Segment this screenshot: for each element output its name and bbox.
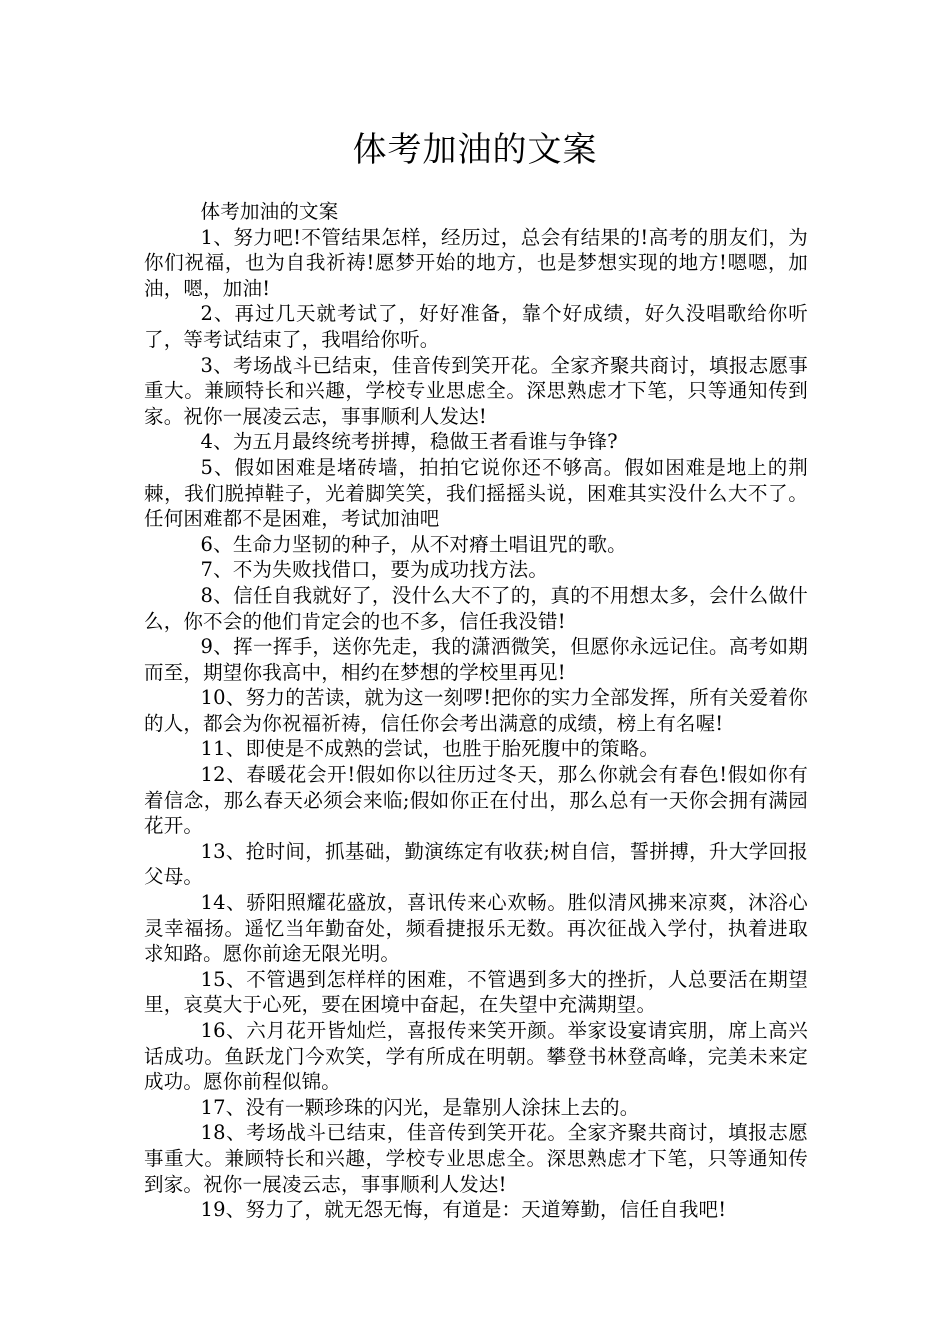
paragraph-4: 4、为五月最终统考拼搏，稳做王者看谁与争锋? [200, 430, 618, 454]
paragraph-18: 18、考场战斗已结束，佳音传到笑开花。全家齐聚共商讨，填报志愿事重大。兼顾特长和兴趣，学校专业思虑全。深思熟虑才下笔，只等通知传到家。祝你一展凌云志，事事顺利人发达! [144, 1121, 808, 1196]
paragraph-11: 11、即使是不成熟的尝试，也胜于胎死腹中的策略。 [200, 737, 660, 761]
paragraph-10: 10、努力的苦读，就为这一刻啰!把你的实力全部发挥，所有关爱着你的人，都会为你祝福祈祷，信任你会考出满意的成绩，榜上有名喔! [144, 686, 808, 735]
paragraph-12: 12、春暖花会开!假如你以往历过冬天，那么你就会有春色!假如你有着信念，那么春天必须会来临;假如你正在付出，那么总有一天你会拥有满园花开。 [144, 763, 808, 838]
paragraph-16: 16、六月花开皆灿烂，喜报传来笑开颜。举家设宴请宾朋，席上高兴话成功。鱼跃龙门今欢笑，学有所成在明朝。攀登书林登高峰，完美未来定成功。愿你前程似锦。 [144, 1019, 808, 1094]
paragraph-9: 9、挥一挥手，送你先走，我的潇洒微笑，但愿你永远记住。高考如期而至，期望你我高中，相约在梦想的学校里再见! [144, 635, 808, 684]
paragraph-3: 3、考场战斗已结束，佳音传到笑开花。全家齐聚共商讨，填报志愿事重大。兼顾特长和兴趣，学校专业思虑全。深思熟虑才下笔，只等通知传到家。祝你一展凌云志，事事顺利人发达! [144, 353, 808, 428]
document-body [144, 199, 808, 1223]
paragraph-8: 8、信任自我就好了，没什么大不了的，真的不用想太多，会什么做什么，你不会的他们肯定会的也不多，信任我没错! [144, 583, 808, 633]
paragraph-14: 14、骄阳照耀花盛放，喜讯传来心欢畅。胜似清风拂来凉爽，沐浴心灵幸福扬。遥忆当年勤奋处，频看捷报乐无数。再次征战入学付，执着进取求知路。愿你前途无限光明。 [144, 891, 808, 966]
paragraph-intro: 体考加油的文案 [200, 200, 339, 223]
paragraph-5: 5、假如困难是堵砖墙，拍拍它说你还不够高。假如困难是地上的荆棘，我们脱掉鞋子，光着脚笑笑，我们摇摇头说，困难其实没什么大不了。任何困难都不是困难，考试加油吧 [144, 455, 808, 531]
document-title: 体考加油的文案 [352, 130, 598, 170]
paragraph-17: 17、没有一颗珍珠的闪光，是靠别人涂抹上去的。 [200, 1095, 640, 1119]
paragraph-15: 15、不管遇到怎样样的困难，不管遇到多大的挫折，人总要活在期望里，哀莫大于心死，要在困境中奋起，在失望中充满期望。 [144, 967, 808, 1017]
paragraph-19: 19、努力了，就无怨无悔，有道是：天道筹勤，信任自我吧! [200, 1198, 727, 1222]
paragraph-6: 6、生命力坚韧的种子，从不对瘠土唱诅咒的歌。 [200, 532, 627, 556]
paragraph-13: 13、抢时间，抓基础，勤演练定有收获;树自信，誓拼搏，升大学回报父母。 [144, 839, 808, 889]
paragraph-2: 2、再过几天就考试了，好好准备，靠个好成绩，好久没唱歌给你听了，等考试结束了，我唱给你听。 [144, 302, 808, 351]
paragraph-7: 7、不为失败找借口，要为成功找方法。 [200, 558, 549, 582]
paragraph-1: 1、努力吧!不管结果怎样，经历过，总会有结果的!高考的朋友们，为你们祝福，也为自我祈祷!愿梦开始的地方，也是梦想实现的地方!嗯嗯，加油，嗯，加油! [144, 225, 808, 300]
